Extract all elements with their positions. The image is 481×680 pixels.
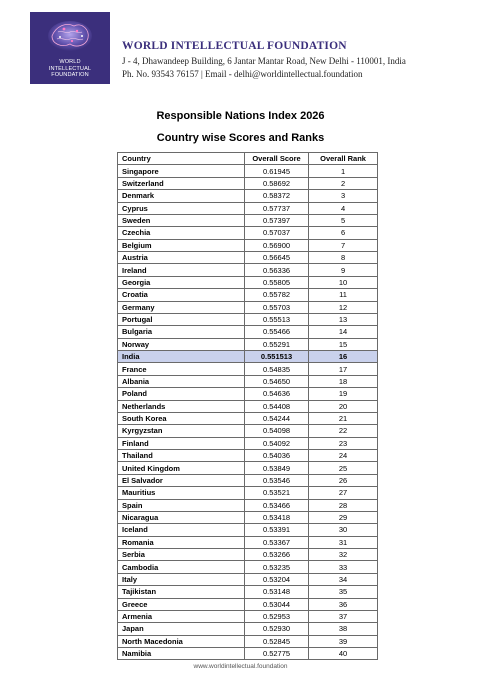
cell-country: Armenia bbox=[118, 610, 245, 622]
cell-rank: 29 bbox=[309, 511, 378, 523]
table-row bbox=[118, 549, 378, 561]
cell-rank: 7 bbox=[309, 239, 378, 251]
footer-website: www.worldintellectual.foundation bbox=[193, 663, 288, 670]
cell-country: Iceland bbox=[118, 524, 245, 536]
cell-score: 0.53204 bbox=[244, 573, 308, 585]
cell-rank: 19 bbox=[309, 388, 378, 400]
cell-score: 0.53367 bbox=[244, 536, 308, 548]
table-row bbox=[118, 573, 378, 585]
cell-country: Cyprus bbox=[118, 202, 245, 214]
cell-rank: 13 bbox=[309, 313, 378, 325]
cell-country: Poland bbox=[118, 388, 245, 400]
document-title: Responsible Nations Index 2026 bbox=[156, 110, 325, 122]
cell-country: Belgium bbox=[118, 239, 245, 251]
table-row bbox=[118, 190, 378, 202]
cell-rank: 36 bbox=[309, 598, 378, 610]
cell-rank: 12 bbox=[309, 301, 378, 313]
table-row bbox=[118, 227, 378, 239]
cell-rank: 23 bbox=[309, 437, 378, 449]
cell-country: Thailand bbox=[118, 450, 245, 462]
organization-address: J - 4, Dhawandeep Building, 6 Jantar Mantar Road, New Delhi - 110001, India bbox=[122, 56, 406, 66]
cell-score: 0.52845 bbox=[244, 635, 308, 647]
table-row bbox=[118, 388, 378, 400]
cell-rank: 40 bbox=[309, 648, 378, 660]
logo-text-line: INTELLECTUAL bbox=[48, 65, 92, 72]
cell-rank: 28 bbox=[309, 499, 378, 511]
cell-score: 0.55291 bbox=[244, 338, 308, 350]
cell-country: Switzerland bbox=[118, 177, 245, 189]
table-row bbox=[118, 648, 378, 660]
logo-text-line: FOUNDATION bbox=[51, 72, 89, 78]
cell-rank: 39 bbox=[309, 635, 378, 647]
cell-rank: 6 bbox=[309, 227, 378, 239]
table-row bbox=[118, 412, 378, 424]
cell-country: Croatia bbox=[118, 289, 245, 301]
table-row bbox=[118, 400, 378, 412]
cell-country: Germany bbox=[118, 301, 245, 313]
table-row bbox=[118, 623, 378, 635]
cell-rank: 9 bbox=[309, 264, 378, 276]
cell-rank: 4 bbox=[309, 202, 378, 214]
column-header-rank: Overall Rank bbox=[309, 153, 378, 165]
cell-country: Serbia bbox=[118, 549, 245, 561]
cell-rank: 38 bbox=[309, 623, 378, 635]
cell-country: Czechia bbox=[118, 227, 245, 239]
cell-country: Japan bbox=[118, 623, 245, 635]
cell-score: 0.54636 bbox=[244, 388, 308, 400]
cell-country: France bbox=[118, 363, 245, 375]
cell-score: 0.57037 bbox=[244, 227, 308, 239]
cell-score: 0.56900 bbox=[244, 239, 308, 251]
table-row bbox=[118, 635, 378, 647]
cell-rank: 24 bbox=[309, 450, 378, 462]
cell-score: 0.57737 bbox=[244, 202, 308, 214]
cell-score: 0.53148 bbox=[244, 586, 308, 598]
cell-country: Mauritius bbox=[118, 487, 245, 499]
table-row bbox=[118, 351, 378, 363]
cell-country: Denmark bbox=[118, 190, 245, 202]
cell-rank: 31 bbox=[309, 536, 378, 548]
cell-rank: 18 bbox=[309, 375, 378, 387]
table-row bbox=[118, 487, 378, 499]
cell-country: Ireland bbox=[118, 264, 245, 276]
cell-score: 0.55466 bbox=[244, 326, 308, 338]
cell-score: 0.53418 bbox=[244, 511, 308, 523]
column-header-country: Country bbox=[118, 153, 245, 165]
cell-score: 0.53391 bbox=[244, 524, 308, 536]
cell-rank: 14 bbox=[309, 326, 378, 338]
cell-score: 0.52930 bbox=[244, 623, 308, 635]
table-row bbox=[118, 202, 378, 214]
cell-country: Kyrgyzstan bbox=[118, 425, 245, 437]
cell-rank: 5 bbox=[309, 214, 378, 226]
rankings-table bbox=[117, 152, 378, 660]
cell-rank: 15 bbox=[309, 338, 378, 350]
table-row bbox=[118, 338, 378, 350]
cell-rank: 20 bbox=[309, 400, 378, 412]
cell-score: 0.54244 bbox=[244, 412, 308, 424]
cell-country: Austria bbox=[118, 252, 245, 264]
document-subtitle: Country wise Scores and Ranks bbox=[156, 132, 325, 144]
cell-score: 0.53521 bbox=[244, 487, 308, 499]
cell-score: 0.58692 bbox=[244, 177, 308, 189]
table-row bbox=[118, 214, 378, 226]
cell-score: 0.53235 bbox=[244, 561, 308, 573]
cell-rank: 33 bbox=[309, 561, 378, 573]
table-row bbox=[118, 511, 378, 523]
table-row bbox=[118, 474, 378, 486]
cell-rank: 27 bbox=[309, 487, 378, 499]
cell-rank: 21 bbox=[309, 412, 378, 424]
table-row bbox=[118, 425, 378, 437]
cell-score: 0.52775 bbox=[244, 648, 308, 660]
cell-country: Tajikistan bbox=[118, 586, 245, 598]
letterhead bbox=[30, 12, 460, 84]
cell-country: Romania bbox=[118, 536, 245, 548]
table-row bbox=[118, 561, 378, 573]
table-row bbox=[118, 586, 378, 598]
cell-score: 0.53266 bbox=[244, 549, 308, 561]
cell-rank: 11 bbox=[309, 289, 378, 301]
cell-score: 0.61945 bbox=[244, 165, 308, 177]
foundation-logo bbox=[30, 12, 110, 84]
table-row bbox=[118, 239, 378, 251]
cell-country: Singapore bbox=[118, 165, 245, 177]
cell-score: 0.54650 bbox=[244, 375, 308, 387]
table-header-row bbox=[118, 153, 378, 165]
cell-country: Spain bbox=[118, 499, 245, 511]
table-row bbox=[118, 313, 378, 325]
cell-rank: 32 bbox=[309, 549, 378, 561]
cell-score: 0.54092 bbox=[244, 437, 308, 449]
cell-country: Georgia bbox=[118, 276, 245, 288]
organization-contact: Ph. No. 93543 76157 | Email - delhi@worldintellectual.foundation bbox=[122, 69, 363, 79]
cell-country: Portugal bbox=[118, 313, 245, 325]
cell-country: India bbox=[118, 351, 245, 363]
cell-country: Sweden bbox=[118, 214, 245, 226]
table-row bbox=[118, 289, 378, 301]
table-row bbox=[118, 264, 378, 276]
organization-name: WORLD INTELLECTUAL FOUNDATION bbox=[122, 40, 347, 52]
table-row bbox=[118, 610, 378, 622]
column-header-score: Overall Score bbox=[244, 153, 308, 165]
cell-score: 0.56336 bbox=[244, 264, 308, 276]
table-row bbox=[118, 437, 378, 449]
table-row bbox=[118, 326, 378, 338]
cell-score: 0.55805 bbox=[244, 276, 308, 288]
cell-country: Finland bbox=[118, 437, 245, 449]
cell-score: 0.53849 bbox=[244, 462, 308, 474]
table-row bbox=[118, 524, 378, 536]
cell-score: 0.551513 bbox=[244, 351, 308, 363]
table-row bbox=[118, 536, 378, 548]
cell-country: El Salvador bbox=[118, 474, 245, 486]
cell-rank: 2 bbox=[309, 177, 378, 189]
table-row bbox=[118, 301, 378, 313]
cell-score: 0.53044 bbox=[244, 598, 308, 610]
cell-country: Norway bbox=[118, 338, 245, 350]
cell-country: United Kingdom bbox=[118, 462, 245, 474]
cell-rank: 3 bbox=[309, 190, 378, 202]
table-row bbox=[118, 252, 378, 264]
cell-rank: 37 bbox=[309, 610, 378, 622]
table-row bbox=[118, 375, 378, 387]
table-row bbox=[118, 363, 378, 375]
cell-country: Netherlands bbox=[118, 400, 245, 412]
cell-country: Albania bbox=[118, 375, 245, 387]
cell-score: 0.55513 bbox=[244, 313, 308, 325]
table-row bbox=[118, 276, 378, 288]
cell-rank: 17 bbox=[309, 363, 378, 375]
cell-score: 0.55782 bbox=[244, 289, 308, 301]
cell-country: Namibia bbox=[118, 648, 245, 660]
cell-country: Bulgaria bbox=[118, 326, 245, 338]
cell-score: 0.55703 bbox=[244, 301, 308, 313]
cell-country: North Macedonia bbox=[118, 635, 245, 647]
cell-score: 0.53466 bbox=[244, 499, 308, 511]
cell-country: Nicaragua bbox=[118, 511, 245, 523]
cell-country: Italy bbox=[118, 573, 245, 585]
cell-rank: 16 bbox=[309, 351, 378, 363]
cell-score: 0.54408 bbox=[244, 400, 308, 412]
table-row bbox=[118, 499, 378, 511]
table-row bbox=[118, 165, 378, 177]
cell-rank: 34 bbox=[309, 573, 378, 585]
cell-score: 0.54036 bbox=[244, 450, 308, 462]
cell-score: 0.56645 bbox=[244, 252, 308, 264]
cell-score: 0.57397 bbox=[244, 214, 308, 226]
cell-country: South Korea bbox=[118, 412, 245, 424]
cell-score: 0.58372 bbox=[244, 190, 308, 202]
cell-country: Greece bbox=[118, 598, 245, 610]
table-row bbox=[118, 598, 378, 610]
cell-rank: 26 bbox=[309, 474, 378, 486]
cell-score: 0.52953 bbox=[244, 610, 308, 622]
cell-rank: 10 bbox=[309, 276, 378, 288]
cell-rank: 30 bbox=[309, 524, 378, 536]
cell-country: Cambodia bbox=[118, 561, 245, 573]
table-row bbox=[118, 450, 378, 462]
cell-score: 0.53546 bbox=[244, 474, 308, 486]
logo-text-line: WORLD bbox=[59, 59, 81, 65]
cell-rank: 35 bbox=[309, 586, 378, 598]
cell-rank: 22 bbox=[309, 425, 378, 437]
cell-score: 0.54835 bbox=[244, 363, 308, 375]
cell-rank: 25 bbox=[309, 462, 378, 474]
cell-score: 0.54098 bbox=[244, 425, 308, 437]
table-body bbox=[118, 165, 378, 660]
table-row bbox=[118, 462, 378, 474]
table-row bbox=[118, 177, 378, 189]
cell-rank: 8 bbox=[309, 252, 378, 264]
cell-rank: 1 bbox=[309, 165, 378, 177]
